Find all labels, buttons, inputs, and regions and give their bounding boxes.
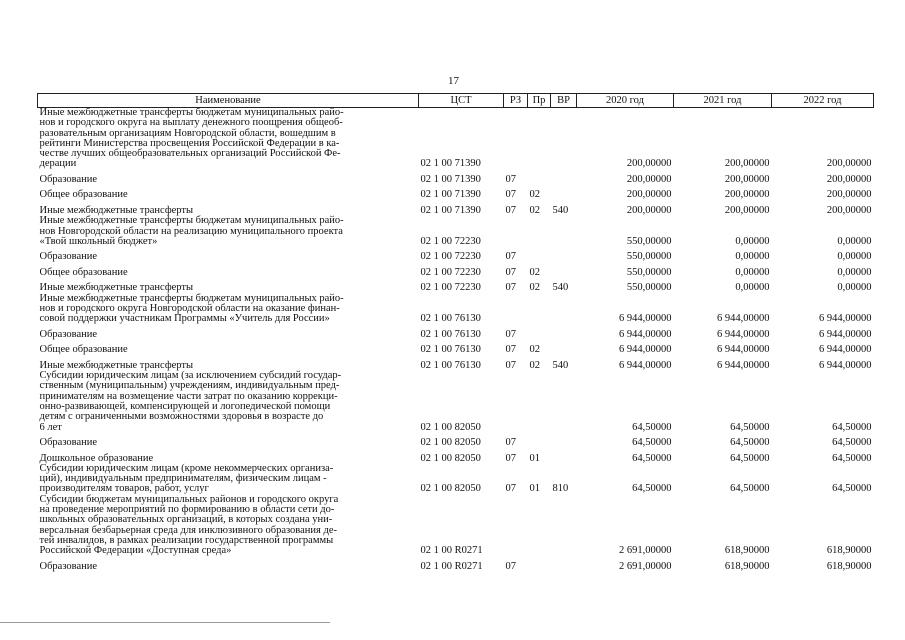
cst-cell: 02 1 00 82050	[420, 437, 481, 449]
value-2021: 64,50000	[730, 483, 770, 495]
cst-cell: 02 1 00 76130	[420, 328, 481, 340]
rz-cell: 07	[505, 251, 516, 263]
value-2021: 0,00000	[735, 266, 770, 278]
pr-cell	[528, 108, 551, 170]
table-row	[38, 263, 874, 279]
pr-cell: 01	[529, 452, 540, 464]
value-2021: 0,00000	[735, 235, 770, 247]
value-2022: 0,00000	[837, 282, 872, 294]
vr-cell	[551, 185, 577, 201]
value-2020: 2 691,00000	[619, 545, 672, 557]
value-2020: 200,00000	[626, 158, 672, 170]
value-2022: 64,50000	[832, 483, 872, 495]
rz-cell: 07	[505, 328, 516, 340]
table-row	[38, 356, 874, 372]
pr-cell: 02	[529, 359, 540, 371]
value-2022: 618,90000	[826, 560, 872, 572]
rz-cell: 07	[505, 344, 516, 356]
name: Иные межбюджетные трансферты	[39, 282, 194, 294]
rz-cell: 07	[505, 483, 516, 495]
name: Общее образование	[39, 344, 128, 356]
pr-cell	[528, 294, 551, 325]
name: Субсидии юридическим лицам (кроме некоммерческих организа- ций), индивидуальным предпринимателям, физическим лицам - производителям товаров, работ, услуг	[39, 462, 334, 495]
cst-cell: 02 1 00 71390	[420, 173, 481, 185]
value-2021: 6 944,00000	[717, 313, 770, 325]
value-2022: 6 944,00000	[819, 344, 872, 356]
value-2021: 200,00000	[724, 189, 770, 201]
value-2021: 6 944,00000	[717, 328, 770, 340]
vr-cell	[551, 433, 577, 449]
vr-cell	[551, 108, 577, 170]
cst-cell: 02 1 00 72230	[420, 282, 481, 294]
table-row	[38, 557, 874, 573]
value-2021: 64,50000	[730, 452, 770, 464]
value-2022: 64,50000	[832, 421, 872, 433]
value-2020: 6 944,00000	[619, 344, 672, 356]
cst-cell: 02 1 00 76130	[420, 313, 481, 325]
vr-cell	[551, 325, 577, 341]
table-row	[38, 185, 874, 201]
name: Субсидии юридическим лицам (за исключением субсидий государ- ственным (муниципальным) учреждениям, индивидуальным пред- принимателям на возмещение части затрат по оказанию коррекци- онно-развивающей, компенсирующей и логопедической помощи детям с ограниченными возможностями здоровья в возрасте до 6 лет	[39, 370, 342, 433]
rz-cell	[504, 294, 528, 325]
value-2020: 64,50000	[632, 437, 672, 449]
name: Образование	[39, 560, 98, 572]
vr-cell	[551, 371, 577, 433]
value-2020: 6 944,00000	[619, 359, 672, 371]
header-cst: ЦСТ	[419, 94, 504, 108]
budget-table	[37, 93, 874, 572]
cst-cell: 02 1 00 82050	[420, 421, 481, 433]
value-2020: 64,50000	[632, 452, 672, 464]
bottom-rule	[0, 622, 330, 623]
value-2022: 64,50000	[832, 452, 872, 464]
cst-cell: 02 1 00 71390	[420, 189, 481, 201]
pr-cell: 02	[529, 189, 540, 201]
table-row	[38, 247, 874, 263]
rz-cell: 07	[505, 359, 516, 371]
value-2022: 0,00000	[837, 235, 872, 247]
header-2021: 2021 год	[674, 94, 772, 108]
page-number: 17	[448, 75, 459, 87]
table-row	[38, 201, 874, 217]
cst-cell: 02 1 00 82050	[420, 483, 481, 495]
table-row	[38, 108, 874, 170]
value-2020: 550,00000	[626, 266, 672, 278]
table-row	[38, 294, 874, 325]
name: Образование	[39, 173, 98, 185]
rz-cell: 07	[505, 560, 516, 572]
value-2022: 0,00000	[837, 251, 872, 263]
name: Иные межбюджетные трансферты бюджетам муниципальных райо- нов и городского округа Новгородской области на оказание финан- совой поддержки участникам Программы «Учитель для России»	[39, 292, 344, 325]
vr-cell: 540	[552, 204, 569, 216]
value-2021: 6 944,00000	[717, 344, 770, 356]
rz-cell	[504, 371, 528, 433]
pr-cell	[528, 557, 551, 573]
table-row	[38, 495, 874, 557]
header-pr: Пр	[528, 94, 551, 108]
pr-cell	[528, 216, 551, 247]
cst-cell: 02 1 00 71390	[420, 158, 481, 170]
value-2020: 64,50000	[632, 483, 672, 495]
cst-cell: 02 1 00 71390	[420, 204, 481, 216]
cst-cell: 02 1 00 72230	[420, 235, 481, 247]
rz-cell: 07	[505, 437, 516, 449]
vr-cell	[551, 170, 577, 186]
cst-cell: 02 1 00 72230	[420, 266, 481, 278]
table-row	[38, 170, 874, 186]
value-2021: 200,00000	[724, 204, 770, 216]
table-row	[38, 278, 874, 294]
value-2020: 200,00000	[626, 204, 672, 216]
table-row	[38, 464, 874, 495]
cst-cell: 02 1 00 76130	[420, 359, 481, 371]
vr-cell	[551, 263, 577, 279]
vr-cell	[551, 557, 577, 573]
rz-cell: 07	[505, 452, 516, 464]
table-row	[38, 340, 874, 356]
value-2022: 200,00000	[826, 173, 872, 185]
value-2022: 200,00000	[826, 158, 872, 170]
value-2021: 64,50000	[730, 437, 770, 449]
vr-cell: 540	[552, 359, 569, 371]
name: Дошкольное образование	[39, 452, 154, 464]
value-2020: 64,50000	[632, 421, 672, 433]
value-2021: 200,00000	[724, 158, 770, 170]
vr-cell	[551, 448, 577, 464]
table-row	[38, 325, 874, 341]
cst-cell: 02 1 00 R0271	[420, 560, 483, 572]
value-2021: 6 944,00000	[717, 359, 770, 371]
vr-cell: 540	[552, 282, 569, 294]
name: Образование	[39, 251, 98, 263]
pr-cell	[528, 170, 551, 186]
name: Иные межбюджетные трансферты	[39, 204, 194, 216]
vr-cell: 810	[552, 483, 569, 495]
rz-cell: 07	[505, 266, 516, 278]
name: Образование	[39, 328, 98, 340]
name: Общее образование	[39, 266, 128, 278]
name: Общее образование	[39, 189, 128, 201]
pr-cell	[528, 247, 551, 263]
rz-cell: 07	[505, 189, 516, 201]
header-name: Наименование	[38, 94, 419, 108]
value-2022: 64,50000	[832, 437, 872, 449]
value-2021: 618,90000	[724, 545, 770, 557]
value-2022: 6 944,00000	[819, 328, 872, 340]
value-2022: 618,90000	[826, 545, 872, 557]
value-2021: 0,00000	[735, 282, 770, 294]
rz-cell	[504, 495, 528, 557]
value-2021: 618,90000	[724, 560, 770, 572]
cst-cell: 02 1 00 R0271	[420, 545, 483, 557]
table-row	[38, 433, 874, 449]
cst-cell: 02 1 00 72230	[420, 251, 481, 263]
value-2020: 200,00000	[626, 173, 672, 185]
name: Иные межбюджетные трансферты бюджетам муниципальных райо- нов Новгородской области на реализацию муниципального проекта «Твой школьный бюджет»	[39, 215, 344, 247]
value-2020: 550,00000	[626, 235, 672, 247]
pr-cell	[528, 325, 551, 341]
value-2022: 6 944,00000	[819, 313, 872, 325]
name: Иные межбюджетные трансферты бюджетам муниципальных райо- нов и городского округа на выплату денежного поощрения общеоб- разовательным организациям Новгородской области, вошедшим в рейтинги Министерства просвещения Российской Федерации в ка- честве лучших общеобразовательных организаций Российской Фе- дерации	[39, 107, 344, 170]
pr-cell: 02	[529, 344, 540, 356]
pr-cell: 02	[529, 282, 540, 294]
header-2020: 2020 год	[577, 94, 674, 108]
value-2020: 6 944,00000	[619, 328, 672, 340]
header-rz: РЗ	[504, 94, 528, 108]
rz-cell: 07	[505, 173, 516, 185]
pr-cell: 02	[529, 204, 540, 216]
value-2020: 2 691,00000	[619, 560, 672, 572]
value-2020: 200,00000	[626, 189, 672, 201]
name: Иные межбюджетные трансферты	[39, 359, 194, 371]
value-2022: 6 944,00000	[819, 359, 872, 371]
pr-cell	[528, 433, 551, 449]
value-2020: 550,00000	[626, 251, 672, 263]
rz-cell	[504, 108, 528, 170]
table-row	[38, 371, 874, 433]
value-2020: 6 944,00000	[619, 313, 672, 325]
vr-cell	[551, 216, 577, 247]
table-header-row	[38, 94, 874, 108]
cst-cell: 02 1 00 76130	[420, 344, 481, 356]
header-vr: ВР	[551, 94, 577, 108]
vr-cell	[551, 495, 577, 557]
value-2022: 200,00000	[826, 189, 872, 201]
table-row	[38, 216, 874, 247]
name: Субсидии бюджетам муниципальных районов и городского округа на проведение мероприятий по формированию в области сети до- школьных образовательных организаций, в которых создана уни- версальная безбарьерная среда для инклюзивного образования де- тей инвалидов, в рамках реализации государственной программы Российской Федерации «Доступная среда»	[39, 493, 339, 557]
name: Образование	[39, 437, 98, 449]
pr-cell	[528, 495, 551, 557]
pr-cell	[528, 371, 551, 433]
pr-cell: 02	[529, 266, 540, 278]
pr-cell: 01	[529, 483, 540, 495]
vr-cell	[551, 340, 577, 356]
value-2022: 200,00000	[826, 204, 872, 216]
rz-cell: 07	[505, 204, 516, 216]
header-2022: 2022 год	[772, 94, 874, 108]
value-2021: 64,50000	[730, 421, 770, 433]
vr-cell	[551, 294, 577, 325]
rz-cell: 07	[505, 282, 516, 294]
value-2020: 550,00000	[626, 282, 672, 294]
table-row	[38, 448, 874, 464]
rz-cell	[504, 216, 528, 247]
vr-cell	[551, 247, 577, 263]
value-2021: 0,00000	[735, 251, 770, 263]
value-2022: 0,00000	[837, 266, 872, 278]
value-2021: 200,00000	[724, 173, 770, 185]
cst-cell: 02 1 00 82050	[420, 452, 481, 464]
